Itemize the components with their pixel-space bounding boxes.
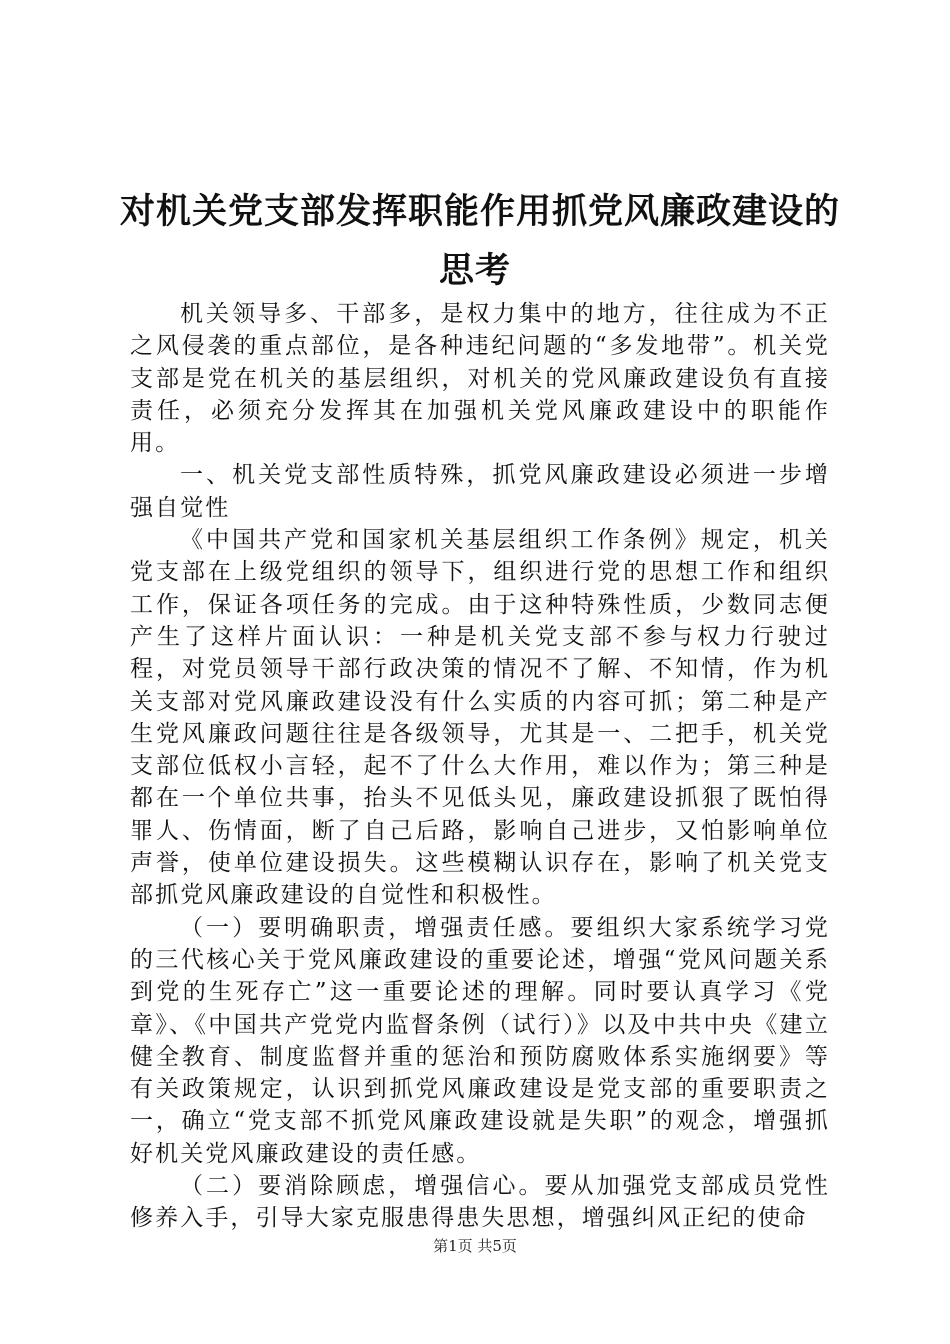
document-title-line-1: 对机关党支部发挥职能作用抓党风廉政建设的 [120, 191, 841, 232]
page-footer: 第1页 共5页 [433, 1237, 517, 1255]
paragraph-intro: 机关领导多、干部多，是权力集中的地方，往往成为不正之风侵袭的重点部位，是各种违纪问题的“多发地带”。机关党支部是党在机关的基层组织，对机关的党风廉政建设负有直接责任，必须充分发挥其在加强机关党风廉政建设中的职能作用。 [130, 301, 830, 457]
paragraph-subsection-2: （二）要消除顾虑，增强信心。要从加强党支部成员党性修养入手，引导大家克服患得患失思想，增强纠风正纪的使命 [130, 1173, 830, 1232]
paragraph-regulation: 《中国共产党和国家机关基层组织工作条例》规定，机关党支部在上级党组织的领导下，组织进行党的思想工作和组织工作，保证各项任务的完成。由于这种特殊性质，少数同志便产生了这样片面认识：一种是机关党支部不参与权力行驶过程，对党员领导干部行政决策的情况不了解、不知情，作为机关支部对党风廉政建设没有什么实质的内容可抓；第二种是产生党风廉政问题往往是各级领导，尤其是一、二把手，机关党支部位低权小言轻，起不了什么大作用，难以作为；第三种是都在一个单位共事，抬头不见低头见，廉政建设抓狠了既怕得罪人、伤情面，断了自己后路，影响自己进步，又怕影响单位声誉，使单位建设损失。这些模糊认识存在，影响了机关党支部抓党风廉政建设的自觉性和积极性。 [130, 527, 830, 909]
paragraph-subsection-1: （一）要明确职责，增强责任感。要组织大家系统学习党的三代核心关于党风廉政建设的重要论述，增强“党风问题关系到党的生死存亡”这一重要论述的理解。同时要认真学习《党章》、《中国共产党党内监督条例（试行）》以及中共中央《建立健全教育、制度监督并重的惩治和预防腐败体系实施纲要》等有关政策规定，认识到抓党风廉政建设是党支部的重要职责之一，确立“党支部不抓党风廉政建设就是失职”的观念，增强抓好机关党风廉政建设的责任感。 [130, 914, 830, 1167]
document-title-line-2: 思考 [438, 250, 511, 291]
section-heading-1: 一、机关党支部性质特殊，抓党风廉政建设必须进一步增强自觉性 [130, 462, 830, 521]
document-body [130, 298, 830, 1235]
